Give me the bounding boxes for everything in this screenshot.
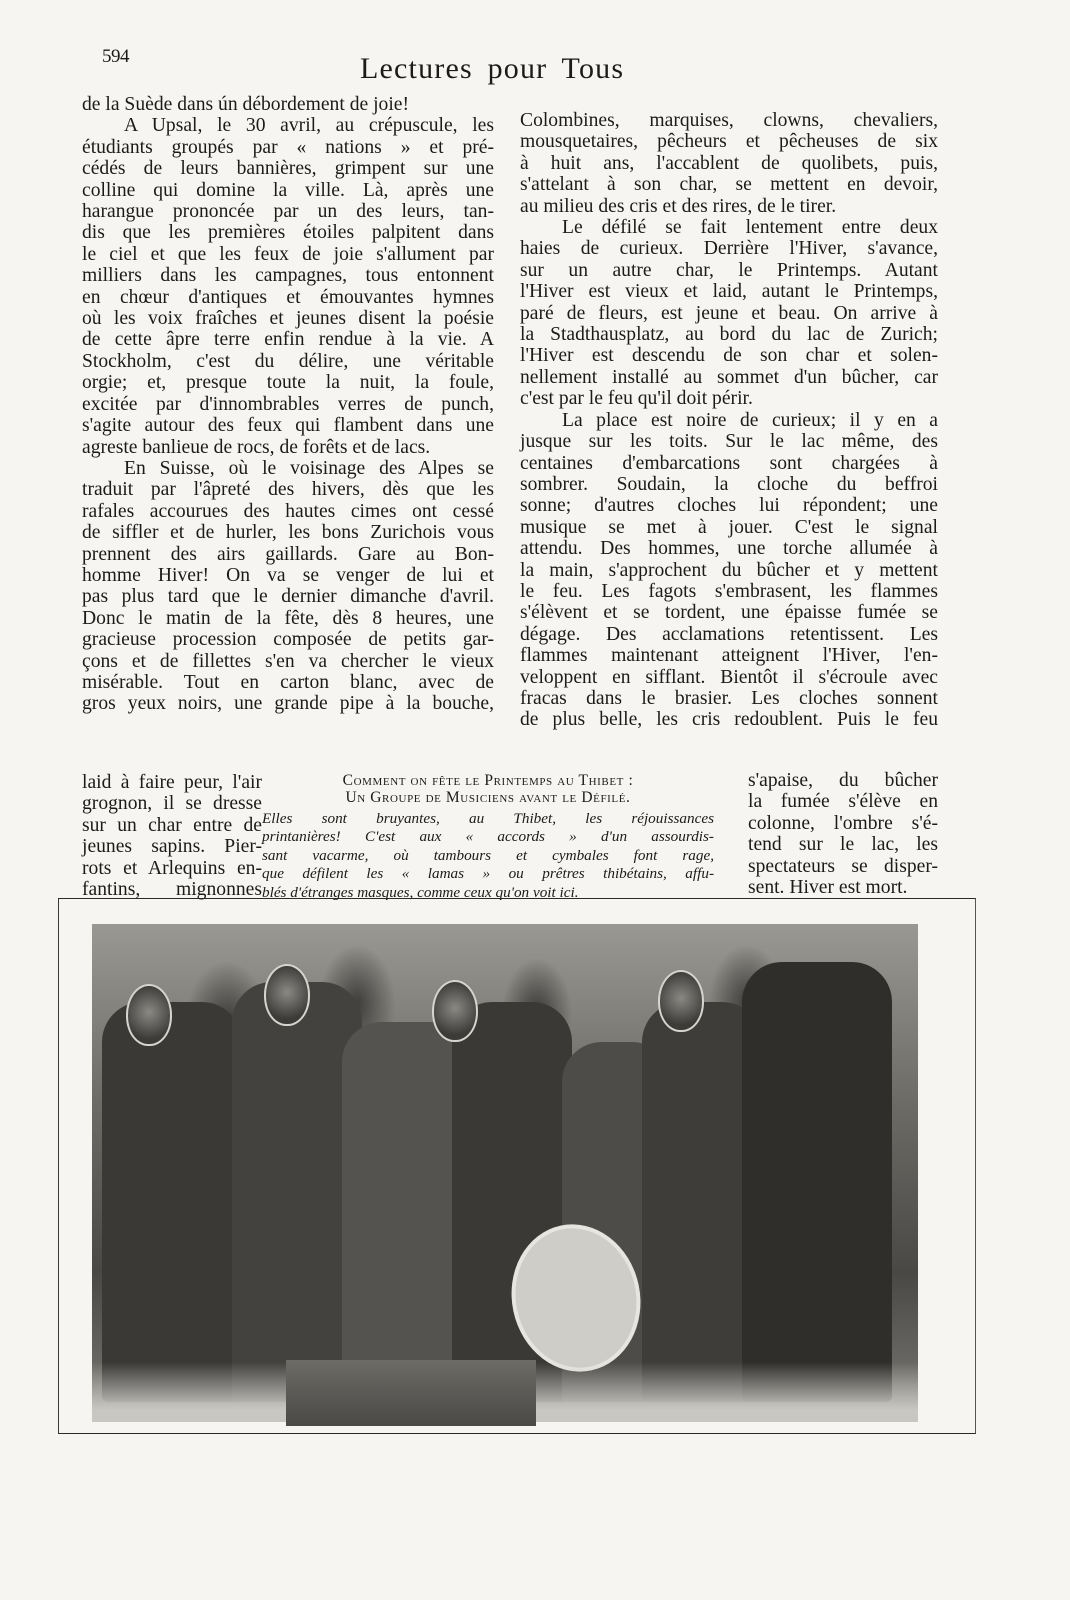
text-line: sur un char entre de [82, 814, 262, 836]
text-line: la main, s'approchent du bûcher et y mettent [520, 559, 938, 581]
text-line: colline qui domine la ville. Là, après une [82, 179, 494, 201]
caption-body [262, 810, 714, 902]
running-title: Lectures pour Tous [360, 52, 625, 85]
text-line: étudiants groupés par « nations » et pré- [82, 136, 494, 158]
text-line: jeunes sapins. Pier- [82, 836, 262, 858]
text-line: fantins, mignonnes [82, 879, 262, 901]
text-line: sombrer. Soudain, la cloche du beffroi [520, 473, 938, 495]
text-line: gros yeux noirs, une grande pipe à la bouche, [82, 693, 494, 715]
text-line: laid à faire peur, l'air [82, 772, 262, 793]
text-line: veloppent en sifflant. Bientôt il s'écroule avec [520, 666, 938, 688]
text-line: au milieu des cris et des rires, de le tirer. [520, 195, 837, 217]
text-line: le feu. Les fagots s'embrasent, les flammes [520, 580, 938, 602]
text-line: dégage. Des acclamations retentissent. Les [520, 623, 938, 645]
caption-line: que défilent les « lamas » ou prêtres thibétains, affu- [262, 865, 714, 883]
text-line: grognon, il se dresse [82, 793, 262, 815]
caption-title-line: Un Groupe de Musiciens avant le Défilé. [345, 789, 631, 806]
text-line: mousquetaires, pêcheurs et pêcheuses de six [520, 131, 938, 153]
ritual-mask [264, 964, 310, 1026]
text-line: harangue prononcée par un des leurs, tan- [82, 201, 494, 223]
text-line: colonne, l'ombre s'é- [748, 812, 938, 834]
text-line: jusque sur les toits. Sur le lac même, des [520, 431, 938, 453]
text-line: agreste banlieue de rocs, de forêts et de lacs. [82, 436, 431, 458]
text-line: en chœur d'antiques et émouvantes hymnes [82, 286, 494, 308]
text-line: l'Hiver est descendu de son char et solen- [520, 345, 938, 367]
text-line: rots et Arlequins en- [82, 857, 262, 879]
caption-line: blés d'étranges masques, comme ceux qu'on voit ici. [262, 883, 579, 901]
text-line: de la Suède dans ún débordement de joie! [82, 94, 409, 115]
text-line: sur un autre char, le Printemps. Autant [520, 259, 938, 281]
text-line: centaines d'embarcations sont chargées à [520, 452, 938, 474]
caption-line: sant vacarme, où tambours et cymbales font rage, [262, 846, 714, 864]
text-line: traduit par l'âpreté des hivers, dès que les [82, 479, 494, 501]
text-line: la Stadthausplatz, au bord du lac de Zurich; [520, 324, 938, 346]
figure-silhouette [742, 962, 892, 1402]
text-line: attendu. Des hommes, une torche allumée à [520, 538, 938, 560]
ritual-mask [432, 980, 478, 1042]
text-line: le ciel et que les feux de joie s'allument par [82, 243, 494, 265]
halftone-photograph [92, 924, 918, 1422]
text-line: flammes maintenant atteignent l'Hiver, l'en- [520, 645, 938, 667]
right-column [520, 110, 938, 731]
ritual-mask [658, 970, 704, 1032]
text-line: misérable. Tout en carton blanc, avec de [82, 671, 494, 693]
photo-extension [286, 1360, 536, 1426]
text-line: Donc le matin de la fête, dès 8 heures, une [82, 607, 494, 629]
text-line: à huit ans, l'accablent de quolibets, puis, [520, 152, 938, 174]
text-line: s'attelant à son char, se mettent en devoir, [520, 174, 938, 196]
caption-line: printanières! C'est aux « accords » d'un assourdis- [262, 828, 714, 846]
ritual-mask [126, 984, 172, 1046]
text-line: çons et de fillettes s'en va chercher le vieux [82, 650, 494, 672]
text-line: prennent des airs gaillards. Gare au Bon- [82, 543, 494, 565]
text-line: s'apaise, du bûcher [748, 770, 938, 791]
text-line: pas plus tard que le dernier dimanche d'avril. [82, 586, 494, 608]
text-line: orgie; et, presque toute la nuit, la foule, [82, 372, 494, 394]
text-line: cédés de leurs bannières, grimpent sur une [82, 158, 494, 180]
caption-line: Elles sont bruyantes, au Thibet, les réjouissances [262, 810, 714, 827]
text-line: spectateurs se disper- [748, 855, 938, 877]
text-line: rafales accourues des hautes cimes ont cessé [82, 500, 494, 522]
text-line: La place est noire de curieux; il y en a [562, 409, 938, 431]
left-column [82, 94, 494, 715]
text-line: l'Hiver est vieux et laid, autant le Printemps, [520, 281, 938, 303]
text-line: sent. Hiver est mort. [748, 877, 908, 899]
figure-silhouette [102, 1002, 242, 1402]
text-line: haies de curieux. Derrière l'Hiver, s'avance, [520, 238, 938, 260]
text-line: Le défilé se fait lentement entre deux [562, 217, 938, 239]
text-line: paré de fleurs, est jeune et beau. On arrive à [520, 302, 938, 324]
caption-title-line: Comment on fête le Printemps au Thibet : [342, 772, 634, 789]
photo-caption [262, 772, 714, 902]
text-line: gracieuse procession composée de petits gar- [82, 629, 494, 651]
text-line: de cette âpre terre enfin rendue à la vie. A [82, 329, 494, 351]
text-line: nellement installé au sommet d'un bûcher, car [520, 366, 938, 388]
text-line: fracas dans le brasier. Les cloches sonnent [520, 687, 938, 709]
text-line: dis que les premières étoiles palpitent dans [82, 222, 494, 244]
text-line: s'agite autour des feux qui flambent dans une [82, 415, 494, 437]
text-line: Stockholm, c'est du délire, une véritable [82, 350, 494, 372]
text-line: la fumée s'élève en [748, 791, 938, 813]
text-line: En Suisse, où le voisinage des Alpes se [124, 457, 494, 479]
text-line: homme Hiver! On va se venger de lui et [82, 564, 494, 586]
text-line: c'est par le feu qu'il doit périr. [520, 388, 753, 410]
right-column-narrow [748, 770, 938, 898]
text-line: musique se met à jouer. C'est le signal [520, 516, 938, 538]
page-number: 594 [102, 46, 129, 67]
text-line: s'élèvent et se tordent, une épaisse fumée se [520, 602, 938, 624]
left-column-narrow [82, 772, 262, 900]
text-line: de siffler et de hurler, les bons Zurichois vous [82, 522, 494, 544]
text-line: où les voix fraîches et jeunes disent la poésie [82, 308, 494, 330]
text-line: sonne; d'autres cloches lui répondent; une [520, 495, 938, 517]
text-line: Colombines, marquises, clowns, chevaliers, [520, 110, 938, 131]
text-line: excitée par d'innombrables verres de punch, [82, 393, 494, 415]
text-line: A Upsal, le 30 avril, au crépuscule, les [124, 115, 494, 137]
text-line: milliers dans les campagnes, tous entonnent [82, 265, 494, 287]
text-line: de plus belle, les cris redoublent. Puis le feu [520, 709, 938, 731]
text-line: tend sur le lac, les [748, 834, 938, 856]
